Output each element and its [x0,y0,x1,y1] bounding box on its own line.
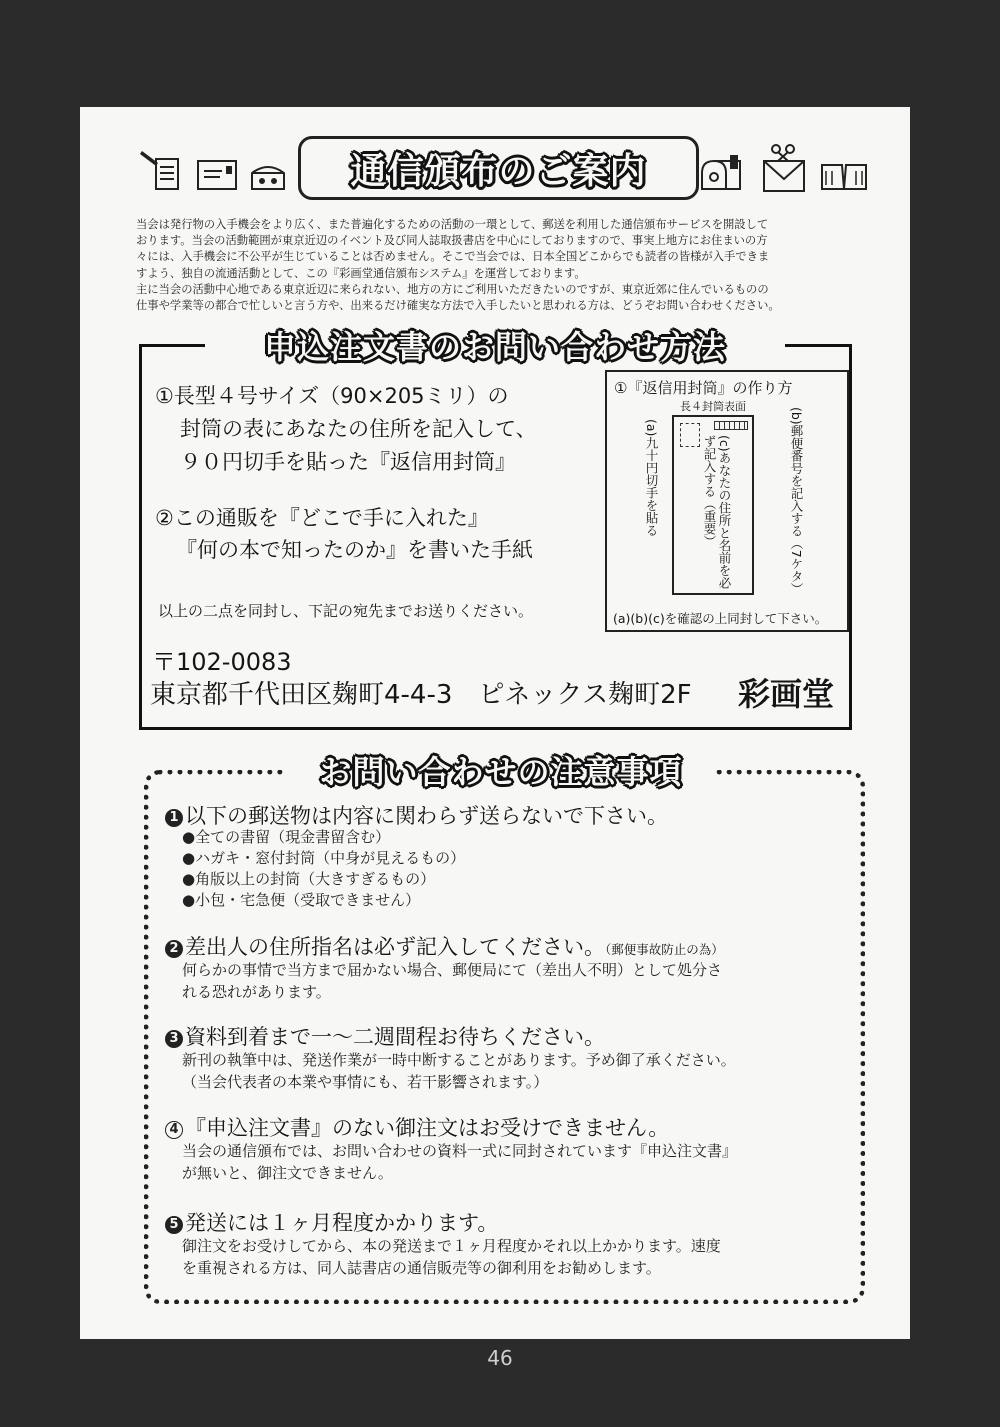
intro-line: おります。当会の活動範囲が東京近辺のイベント及び同人誌取扱書店を中心にしておりますので、事実上地方にお住まいの方 [136,234,768,248]
rule-title-text: 以下の郵送物は内容に関わらず送らないで下さい。 [185,804,668,828]
rule-bullet: ●全ての書留（現金書留含む） [182,828,391,846]
rule-body-3 [182,1049,736,1093]
rule-number: 5 [165,1216,183,1234]
rule-title-text: 発送には１ヶ月程度かかります。 [185,1211,499,1235]
page-title: 通信頒布のご案内 [350,150,647,192]
rule-note: （郵便事故防止の為） [605,942,724,957]
rule-body-5 [182,1235,721,1279]
envelope-letter-icon [196,159,240,193]
notes-heading-band [286,747,716,793]
rule-title-3 [165,1021,605,1051]
rule-number: 4 [165,1121,183,1139]
order-method-heading-band [205,321,785,369]
memo-icon [136,145,186,195]
notes-heading: お問い合わせの注意事項 [319,753,683,791]
page-number: 46 [487,1346,513,1370]
rule-body-2 [182,959,722,1003]
rule-bullet: ●小包・宅急便（受取できません） [182,891,421,909]
mailbox-icon [696,151,752,195]
company-name: 彩画堂 [738,675,835,713]
step1-line: ①長型４号サイズ（90×205ミリ）の [155,384,509,408]
envelope-note-a: (a)九十円切手を貼る [644,419,659,537]
step2-line: 『何の本で知ったのか』を書いた手紙 [176,538,533,562]
envelope-diagram-footer: (a)(b)(c)を確認の上同封して下さい。 [613,611,828,626]
intro-line: 主に当会の活動中心地である東京近辺に来られない、地方の方にご利用いただきたいのですが、東京近郊に住んでいるものの [136,282,769,296]
intro-line: 当会は発行物の入手機会をより広く、また普遍化するための活動の一環として、郵送を利用した通信頒布サービスを開設して [136,218,769,231]
postal-code-boxes [714,421,748,430]
rule-body-line: れる恐れがあります。 [182,983,331,1001]
order-method-heading: 申込注文書のお問い合わせ方法 [263,328,726,366]
rule-title-text: 資料到着まで一～二週間程お待ちください。 [185,1025,605,1049]
envelope-diagram-title: ①『返信用封筒』の作り方 [614,379,793,397]
rule-title-text: 差出人の住所指名は必ず記入してください。 [185,935,605,959]
rule-body-line: 新刊の執筆中は、発送作業が一時中断することがあります。予め御了承ください。 [182,1051,736,1069]
intro-line: 仕事や学業等の都合で忙しいと言う方や、出来るだけ確実な方法で入手したいと思われる方は、どうぞお問い合わせください。 [136,299,780,313]
rule-body-line: 御注文をお受けしてから、本の発送まで１ヶ月程度かそれ以上かかります。速度 [182,1237,721,1255]
rule-bullet: ●ハガキ・窓付封筒（中身が見えるもの） [182,849,466,867]
rule-body-line: 何らかの事情で当方まで届かない場合、郵便局にて（差出人不明）として処分さ [182,961,723,979]
title-banner [298,136,699,200]
open-book-icon [820,159,868,195]
envelope-cut-icon [760,137,808,195]
rule-bullet: ●角版以上の封筒（大きすぎるもの） [182,870,436,888]
enclosure-notice: 以上の二点を同封し、下記の宛先までお送りください。 [158,602,534,620]
rule-title-2 [165,931,724,961]
rule-body-line: が無いと、御注文できません。 [182,1164,393,1182]
page-sheet [80,107,910,1339]
rule-number: 2 [165,940,183,958]
rule-title-4 [165,1112,669,1142]
intro-line: 々には、入手機会に不公平が生じていることは否めません。そこで当会では、日本全国どこからでも読者の皆様が入手できま [136,250,770,264]
rule-body-line: 当会の通信頒布では、お問い合わせの資料一式に同封されています『申込注文書』 [182,1142,738,1160]
stamp-placeholder [680,423,700,447]
rule-body-line: （当会代表者の本業や事情にも、若干影響されます。） [182,1073,549,1091]
postal-code: 〒102-0083 [152,648,292,676]
rule-number: 1 [165,809,183,827]
step1-line: 封筒の表にあなたの住所を記入して、 [180,417,537,441]
mailing-address: 東京都千代田区麹町4-4-3 ピネックス麹町2F [150,680,692,710]
step1-line: ９０円切手を貼った『返信用封筒』 [180,450,516,474]
intro-line: すよう、独自の流通活動として、この『彩画堂通信頒布システム』を運営しております。 [136,266,586,280]
intro-paragraph [136,217,872,314]
face-icon [248,159,288,195]
envelope-note-b: (b)郵便番号を記入する（7ケタ） [789,407,804,596]
rule-body-4 [182,1140,737,1184]
step2-line: ②この通販を『どこで手に入れた』 [155,506,489,530]
rule-body-line: を重視される方は、同人誌書店の通信販売等の御利用をお勧めします。 [182,1259,661,1277]
rule-number: 3 [165,1030,183,1048]
rule-title-text: 『申込注文書』のない御注文はお受けできません。 [185,1116,670,1140]
envelope-note-c: (c)あなたの住所と名前を必ず記入する（重要） [702,435,732,590]
rule-title-5 [165,1207,498,1237]
envelope-face-label: 長４封筒表面 [680,400,746,413]
